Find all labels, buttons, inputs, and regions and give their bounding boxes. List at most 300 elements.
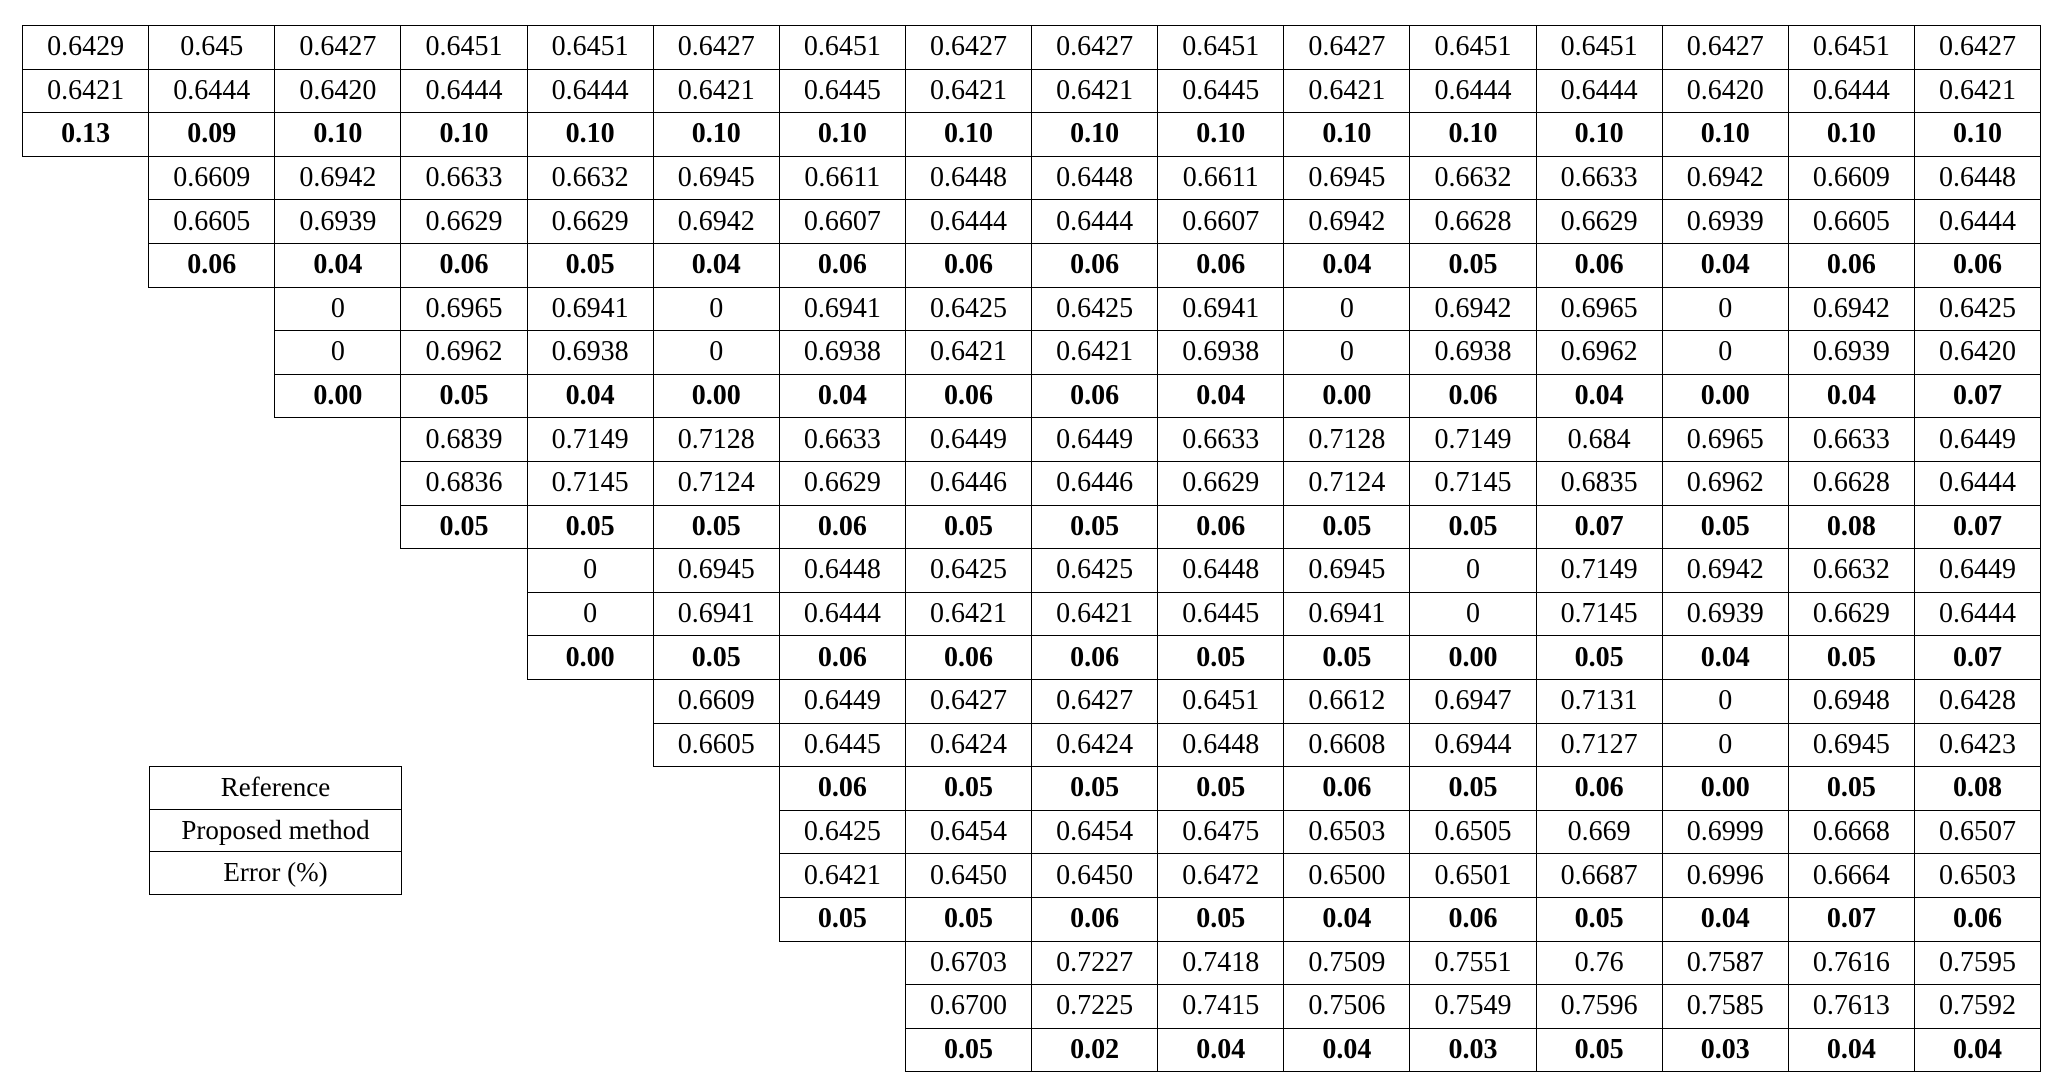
reference-cell: 0.6448	[1031, 156, 1158, 201]
error-cell: 0.04	[1283, 243, 1410, 288]
error-cell: 0.05	[1031, 505, 1158, 550]
proposed-cell: 0.6836	[400, 461, 527, 506]
proposed-cell: 0.6444	[1914, 592, 2041, 637]
error-cell: 0.04	[1662, 243, 1789, 288]
error-cell: 0.10	[653, 112, 780, 157]
reference-cell: 0	[274, 287, 401, 332]
proposed-cell: 0.7596	[1536, 984, 1663, 1029]
proposed-cell: 0.6607	[779, 199, 906, 244]
reference-cell: 0.6427	[905, 679, 1032, 724]
proposed-cell: 0.6420	[1914, 330, 2041, 375]
reference-cell: 0.6448	[779, 548, 906, 593]
proposed-cell: 0.6962	[1536, 330, 1663, 375]
proposed-cell: 0.6444	[1536, 69, 1663, 114]
proposed-cell: 0.6421	[1031, 69, 1158, 114]
reference-cell: 0	[653, 287, 780, 332]
reference-cell: 0.6611	[1157, 156, 1284, 201]
error-cell: 0.04	[1662, 897, 1789, 942]
reference-cell: 0.6503	[1283, 810, 1410, 855]
proposed-cell: 0.6444	[905, 199, 1032, 244]
reference-cell: 0.6449	[1031, 417, 1158, 462]
error-cell: 0.04	[1662, 635, 1789, 680]
reference-cell: 0	[1662, 679, 1789, 724]
proposed-cell: 0.7127	[1536, 723, 1663, 768]
proposed-cell: 0.6445	[1157, 592, 1284, 637]
proposed-cell: 0.6629	[1536, 199, 1663, 244]
reference-cell: 0.6448	[905, 156, 1032, 201]
reference-cell: 0.6947	[1409, 679, 1536, 724]
reference-cell: 0	[1662, 287, 1789, 332]
proposed-cell: 0.6503	[1914, 853, 2041, 898]
proposed-cell: 0.6608	[1283, 723, 1410, 768]
proposed-cell: 0.6664	[1788, 853, 1915, 898]
error-cell: 0.05	[1283, 635, 1410, 680]
proposed-cell: 0.6607	[1157, 199, 1284, 244]
error-cell: 0.05	[653, 635, 780, 680]
error-cell: 0.10	[1662, 112, 1789, 157]
reference-cell: 0.6942	[1409, 287, 1536, 332]
proposed-cell: 0.7145	[1536, 592, 1663, 637]
reference-cell: 0.6507	[1914, 810, 2041, 855]
proposed-cell: 0.7549	[1409, 984, 1536, 1029]
reference-cell: 0.6449	[1914, 548, 2041, 593]
proposed-cell: 0.7592	[1914, 984, 2041, 1029]
reference-cell: 0.6941	[1157, 287, 1284, 332]
reference-cell: 0.6451	[1536, 25, 1663, 70]
error-cell: 0.06	[1031, 243, 1158, 288]
reference-cell: 0.6427	[1662, 25, 1789, 70]
error-cell: 0.05	[1409, 766, 1536, 811]
reference-cell: 0.6945	[1283, 548, 1410, 593]
error-cell: 0.02	[1031, 1028, 1158, 1073]
reference-cell: 0.6425	[905, 548, 1032, 593]
reference-cell: 0.6633	[779, 417, 906, 462]
proposed-cell: 0.6450	[905, 853, 1032, 898]
proposed-cell: 0.6421	[905, 592, 1032, 637]
reference-cell: 0.76	[1536, 941, 1663, 986]
error-cell: 0.05	[653, 505, 780, 550]
error-cell: 0.04	[1157, 1028, 1284, 1073]
proposed-cell: 0.6421	[905, 69, 1032, 114]
proposed-cell: 0.7415	[1157, 984, 1284, 1029]
reference-cell: 0.6999	[1662, 810, 1789, 855]
error-cell: 0.10	[1914, 112, 2041, 157]
proposed-cell: 0.6500	[1283, 853, 1410, 898]
error-cell: 0.04	[1536, 374, 1663, 419]
proposed-cell: 0.6962	[400, 330, 527, 375]
error-cell: 0.06	[905, 243, 1032, 288]
proposed-cell: 0.6444	[527, 69, 654, 114]
reference-cell: 0	[1409, 548, 1536, 593]
reference-cell: 0.7509	[1283, 941, 1410, 986]
error-cell: 0.05	[1409, 243, 1536, 288]
reference-cell: 0.6941	[527, 287, 654, 332]
proposed-cell: 0.7145	[1409, 461, 1536, 506]
proposed-cell: 0.6445	[1157, 69, 1284, 114]
reference-cell: 0	[1283, 287, 1410, 332]
proposed-cell: 0.6446	[905, 461, 1032, 506]
reference-cell: 0.6451	[400, 25, 527, 70]
proposed-cell: 0.6939	[1662, 199, 1789, 244]
proposed-cell: 0.6444	[400, 69, 527, 114]
error-cell: 0.05	[400, 374, 527, 419]
reference-cell: 0.7595	[1914, 941, 2041, 986]
error-cell: 0.10	[1788, 112, 1915, 157]
error-cell: 0.05	[1157, 897, 1284, 942]
proposed-cell: 0.6938	[1409, 330, 1536, 375]
reference-cell: 0.6839	[400, 417, 527, 462]
error-cell: 0.07	[1914, 635, 2041, 680]
error-cell: 0.06	[148, 243, 275, 288]
error-cell: 0.04	[779, 374, 906, 419]
proposed-cell: 0.6444	[1031, 199, 1158, 244]
error-cell: 0.05	[1031, 766, 1158, 811]
proposed-cell: 0.6444	[1409, 69, 1536, 114]
reference-cell: 0.6448	[1914, 156, 2041, 201]
error-cell: 0.00	[653, 374, 780, 419]
error-cell: 0.06	[779, 766, 906, 811]
reference-cell: 0.669	[1536, 810, 1663, 855]
proposed-cell: 0.6421	[1031, 592, 1158, 637]
error-cell: 0.10	[1031, 112, 1158, 157]
error-cell: 0.13	[22, 112, 149, 157]
proposed-cell: 0.7145	[527, 461, 654, 506]
error-cell: 0.06	[1788, 243, 1915, 288]
proposed-cell: 0.6962	[1662, 461, 1789, 506]
proposed-cell: 0.6445	[779, 69, 906, 114]
reference-cell: 0.6703	[905, 941, 1032, 986]
reference-cell: 0.7551	[1409, 941, 1536, 986]
error-cell: 0.00	[527, 635, 654, 680]
error-cell: 0.08	[1914, 766, 2041, 811]
error-cell: 0.06	[1536, 243, 1663, 288]
error-cell: 0.04	[274, 243, 401, 288]
error-cell: 0.10	[400, 112, 527, 157]
proposed-cell: 0.6444	[1788, 69, 1915, 114]
proposed-cell: 0.6420	[274, 69, 401, 114]
proposed-cell: 0.6444	[1914, 199, 2041, 244]
reference-cell: 0.6451	[1788, 25, 1915, 70]
reference-cell: 0.6451	[779, 25, 906, 70]
proposed-cell: 0.7124	[653, 461, 780, 506]
error-cell: 0.00	[1662, 374, 1789, 419]
reference-cell: 0.6633	[1788, 417, 1915, 462]
error-cell: 0.04	[1283, 1028, 1410, 1073]
proposed-cell: 0.6941	[653, 592, 780, 637]
proposed-cell: 0.7506	[1283, 984, 1410, 1029]
proposed-cell: 0	[274, 330, 401, 375]
proposed-cell: 0.6421	[1031, 330, 1158, 375]
error-cell: 0.04	[653, 243, 780, 288]
error-cell: 0.05	[779, 897, 906, 942]
reference-cell: 0.6942	[1662, 548, 1789, 593]
reference-cell: 0.6941	[779, 287, 906, 332]
error-cell: 0.05	[1536, 1028, 1663, 1073]
error-cell: 0.06	[1157, 243, 1284, 288]
error-cell: 0.00	[274, 374, 401, 419]
reference-cell: 0.6668	[1788, 810, 1915, 855]
reference-cell: 0.6632	[527, 156, 654, 201]
proposed-cell: 0.6939	[1662, 592, 1789, 637]
proposed-cell: 0	[527, 592, 654, 637]
reference-cell: 0.6612	[1283, 679, 1410, 724]
error-cell: 0.10	[905, 112, 1032, 157]
proposed-cell: 0.6938	[1157, 330, 1284, 375]
reference-cell: 0.6425	[1914, 287, 2041, 332]
error-cell: 0.07	[1788, 897, 1915, 942]
legend-error: Error (%)	[149, 851, 402, 895]
proposed-cell: 0.6424	[1031, 723, 1158, 768]
error-cell: 0.06	[905, 635, 1032, 680]
proposed-cell: 0.6939	[274, 199, 401, 244]
proposed-cell: 0.6942	[653, 199, 780, 244]
error-cell: 0.05	[1536, 897, 1663, 942]
error-cell: 0.06	[400, 243, 527, 288]
error-cell: 0.07	[1536, 505, 1663, 550]
reference-cell: 0.6632	[1788, 548, 1915, 593]
reference-cell: 0.6427	[905, 25, 1032, 70]
reference-cell: 0.6965	[400, 287, 527, 332]
error-cell: 0.05	[905, 1028, 1032, 1073]
proposed-cell: 0.6605	[653, 723, 780, 768]
reference-cell: 0.6611	[779, 156, 906, 201]
reference-cell: 0.6425	[1031, 287, 1158, 332]
error-cell: 0.04	[1157, 374, 1284, 419]
error-cell: 0.06	[1031, 635, 1158, 680]
reference-cell: 0.6945	[1283, 156, 1410, 201]
proposed-cell: 0.6421	[779, 853, 906, 898]
proposed-cell: 0.6421	[905, 330, 1032, 375]
error-cell: 0.10	[527, 112, 654, 157]
reference-cell: 0.7587	[1662, 941, 1789, 986]
proposed-cell: 0.6450	[1031, 853, 1158, 898]
error-cell: 0.06	[1914, 243, 2041, 288]
proposed-cell: 0	[1283, 330, 1410, 375]
proposed-cell: 0.6945	[1788, 723, 1915, 768]
proposed-cell: 0	[1662, 330, 1789, 375]
reference-cell: 0.6427	[1283, 25, 1410, 70]
proposed-cell: 0.7225	[1031, 984, 1158, 1029]
proposed-cell: 0.7124	[1283, 461, 1410, 506]
error-cell: 0.08	[1788, 505, 1915, 550]
legend-reference: Reference	[149, 766, 402, 810]
error-cell: 0.06	[1283, 766, 1410, 811]
reference-cell: 0.7128	[1283, 417, 1410, 462]
proposed-cell: 0.6444	[148, 69, 275, 114]
error-cell: 0.06	[1409, 374, 1536, 419]
reference-cell: 0.7418	[1157, 941, 1284, 986]
proposed-cell: 0.6939	[1788, 330, 1915, 375]
reference-cell: 0.6427	[1031, 679, 1158, 724]
error-cell: 0.05	[1157, 635, 1284, 680]
error-cell: 0.06	[1409, 897, 1536, 942]
proposed-cell: 0.6629	[527, 199, 654, 244]
reference-cell: 0.6609	[653, 679, 780, 724]
proposed-cell: 0.6446	[1031, 461, 1158, 506]
error-cell: 0.05	[527, 243, 654, 288]
proposed-cell: 0.6424	[905, 723, 1032, 768]
proposed-cell: 0.6423	[1914, 723, 2041, 768]
proposed-cell: 0	[653, 330, 780, 375]
reference-cell: 0.7227	[1031, 941, 1158, 986]
error-cell: 0.00	[1283, 374, 1410, 419]
error-cell: 0.04	[527, 374, 654, 419]
reference-cell: 0.7149	[527, 417, 654, 462]
reference-cell: 0.6451	[1157, 679, 1284, 724]
proposed-cell: 0.6941	[1283, 592, 1410, 637]
error-cell: 0.00	[1662, 766, 1789, 811]
proposed-cell: 0.6942	[1283, 199, 1410, 244]
error-cell: 0.04	[1914, 1028, 2041, 1073]
proposed-cell: 0.6629	[400, 199, 527, 244]
error-cell: 0.03	[1409, 1028, 1536, 1073]
proposed-cell: 0.6445	[779, 723, 906, 768]
proposed-cell: 0.6444	[779, 592, 906, 637]
proposed-cell: 0.6944	[1409, 723, 1536, 768]
error-cell: 0.06	[779, 635, 906, 680]
error-cell: 0.09	[148, 112, 275, 157]
proposed-cell: 0.6605	[1788, 199, 1915, 244]
error-cell: 0.05	[1788, 635, 1915, 680]
proposed-cell: 0.6938	[779, 330, 906, 375]
reference-cell: 0.6632	[1409, 156, 1536, 201]
reference-cell: 0.6425	[1031, 548, 1158, 593]
error-cell: 0.10	[274, 112, 401, 157]
error-cell: 0.10	[1283, 112, 1410, 157]
legend	[149, 766, 402, 895]
proposed-cell: 0.6628	[1788, 461, 1915, 506]
error-cell: 0.05	[905, 766, 1032, 811]
reference-cell: 0.6505	[1409, 810, 1536, 855]
reference-cell: 0.684	[1536, 417, 1663, 462]
error-cell: 0.10	[1157, 112, 1284, 157]
proposed-cell: 0.6605	[148, 199, 275, 244]
reference-cell: 0.6451	[527, 25, 654, 70]
reference-cell: 0.6633	[1536, 156, 1663, 201]
error-cell: 0.10	[1536, 112, 1663, 157]
error-cell: 0.06	[905, 374, 1032, 419]
reference-cell: 0.6942	[274, 156, 401, 201]
reference-cell: 0.6427	[1031, 25, 1158, 70]
proposed-cell: 0.6629	[779, 461, 906, 506]
proposed-cell: 0.6421	[1283, 69, 1410, 114]
error-cell: 0.05	[1157, 766, 1284, 811]
error-cell: 0.04	[1788, 374, 1915, 419]
reference-cell: 0.7149	[1536, 548, 1663, 593]
reference-cell: 0.6427	[274, 25, 401, 70]
error-cell: 0.06	[1536, 766, 1663, 811]
proposed-cell: 0.6700	[905, 984, 1032, 1029]
reference-cell: 0.6451	[1409, 25, 1536, 70]
reference-cell: 0.6948	[1788, 679, 1915, 724]
reference-cell: 0.7128	[653, 417, 780, 462]
error-cell: 0.04	[1788, 1028, 1915, 1073]
error-cell: 0.10	[779, 112, 906, 157]
reference-cell: 0.6451	[1157, 25, 1284, 70]
reference-cell: 0	[527, 548, 654, 593]
reference-cell: 0.6945	[653, 548, 780, 593]
proposed-cell: 0.6421	[1914, 69, 2041, 114]
reference-cell: 0.645	[148, 25, 275, 70]
proposed-cell: 0.6628	[1409, 199, 1536, 244]
error-cell: 0.07	[1914, 374, 2041, 419]
reference-cell: 0.6448	[1157, 548, 1284, 593]
error-cell: 0.07	[1914, 505, 2041, 550]
error-cell: 0.05	[400, 505, 527, 550]
proposed-cell: 0.6444	[1914, 461, 2041, 506]
error-cell: 0.05	[527, 505, 654, 550]
error-cell: 0.06	[1914, 897, 2041, 942]
reference-cell: 0.7149	[1409, 417, 1536, 462]
reference-cell: 0.6945	[653, 156, 780, 201]
reference-cell: 0.6425	[779, 810, 906, 855]
legend-proposed-method: Proposed method	[149, 809, 402, 853]
reference-cell: 0.6449	[905, 417, 1032, 462]
error-cell: 0.06	[779, 243, 906, 288]
reference-cell: 0.6633	[400, 156, 527, 201]
error-cell: 0.05	[1662, 505, 1789, 550]
reference-cell: 0.6449	[779, 679, 906, 724]
proposed-cell: 0.7613	[1788, 984, 1915, 1029]
proposed-cell: 0.6996	[1662, 853, 1789, 898]
reference-cell: 0.6609	[1788, 156, 1915, 201]
proposed-cell: 0	[1662, 723, 1789, 768]
proposed-cell: 0.6629	[1788, 592, 1915, 637]
proposed-cell: 0.6421	[22, 69, 149, 114]
proposed-cell: 0.6472	[1157, 853, 1284, 898]
error-cell: 0.00	[1409, 635, 1536, 680]
proposed-cell: 0.6629	[1157, 461, 1284, 506]
error-cell: 0.05	[905, 505, 1032, 550]
error-cell: 0.05	[1788, 766, 1915, 811]
proposed-cell: 0.7585	[1662, 984, 1789, 1029]
proposed-cell: 0.6448	[1157, 723, 1284, 768]
proposed-cell: 0	[1409, 592, 1536, 637]
proposed-cell: 0.6501	[1409, 853, 1536, 898]
proposed-cell: 0.6421	[653, 69, 780, 114]
reference-cell: 0.6454	[1031, 810, 1158, 855]
reference-cell: 0.6428	[1914, 679, 2041, 724]
error-cell: 0.06	[1031, 897, 1158, 942]
proposed-cell: 0.6938	[527, 330, 654, 375]
reference-cell: 0.6965	[1536, 287, 1663, 332]
error-cell: 0.04	[1283, 897, 1410, 942]
reference-cell: 0.6942	[1662, 156, 1789, 201]
reference-cell: 0.6429	[22, 25, 149, 70]
error-cell: 0.06	[1157, 505, 1284, 550]
error-cell: 0.05	[905, 897, 1032, 942]
reference-cell: 0.6609	[148, 156, 275, 201]
error-cell: 0.03	[1662, 1028, 1789, 1073]
error-cell: 0.05	[1409, 505, 1536, 550]
reference-cell: 0.7131	[1536, 679, 1663, 724]
reference-cell: 0.6965	[1662, 417, 1789, 462]
error-cell: 0.10	[1409, 112, 1536, 157]
reference-cell: 0.6942	[1788, 287, 1915, 332]
reference-cell: 0.6449	[1914, 417, 2041, 462]
reference-cell: 0.7616	[1788, 941, 1915, 986]
reference-cell: 0.6454	[905, 810, 1032, 855]
error-cell: 0.05	[1536, 635, 1663, 680]
reference-cell: 0.6633	[1157, 417, 1284, 462]
reference-cell: 0.6475	[1157, 810, 1284, 855]
error-cell: 0.06	[1031, 374, 1158, 419]
proposed-cell: 0.6687	[1536, 853, 1663, 898]
reference-cell: 0.6427	[1914, 25, 2041, 70]
error-cell: 0.06	[779, 505, 906, 550]
reference-cell: 0.6425	[905, 287, 1032, 332]
error-cell: 0.05	[1283, 505, 1410, 550]
